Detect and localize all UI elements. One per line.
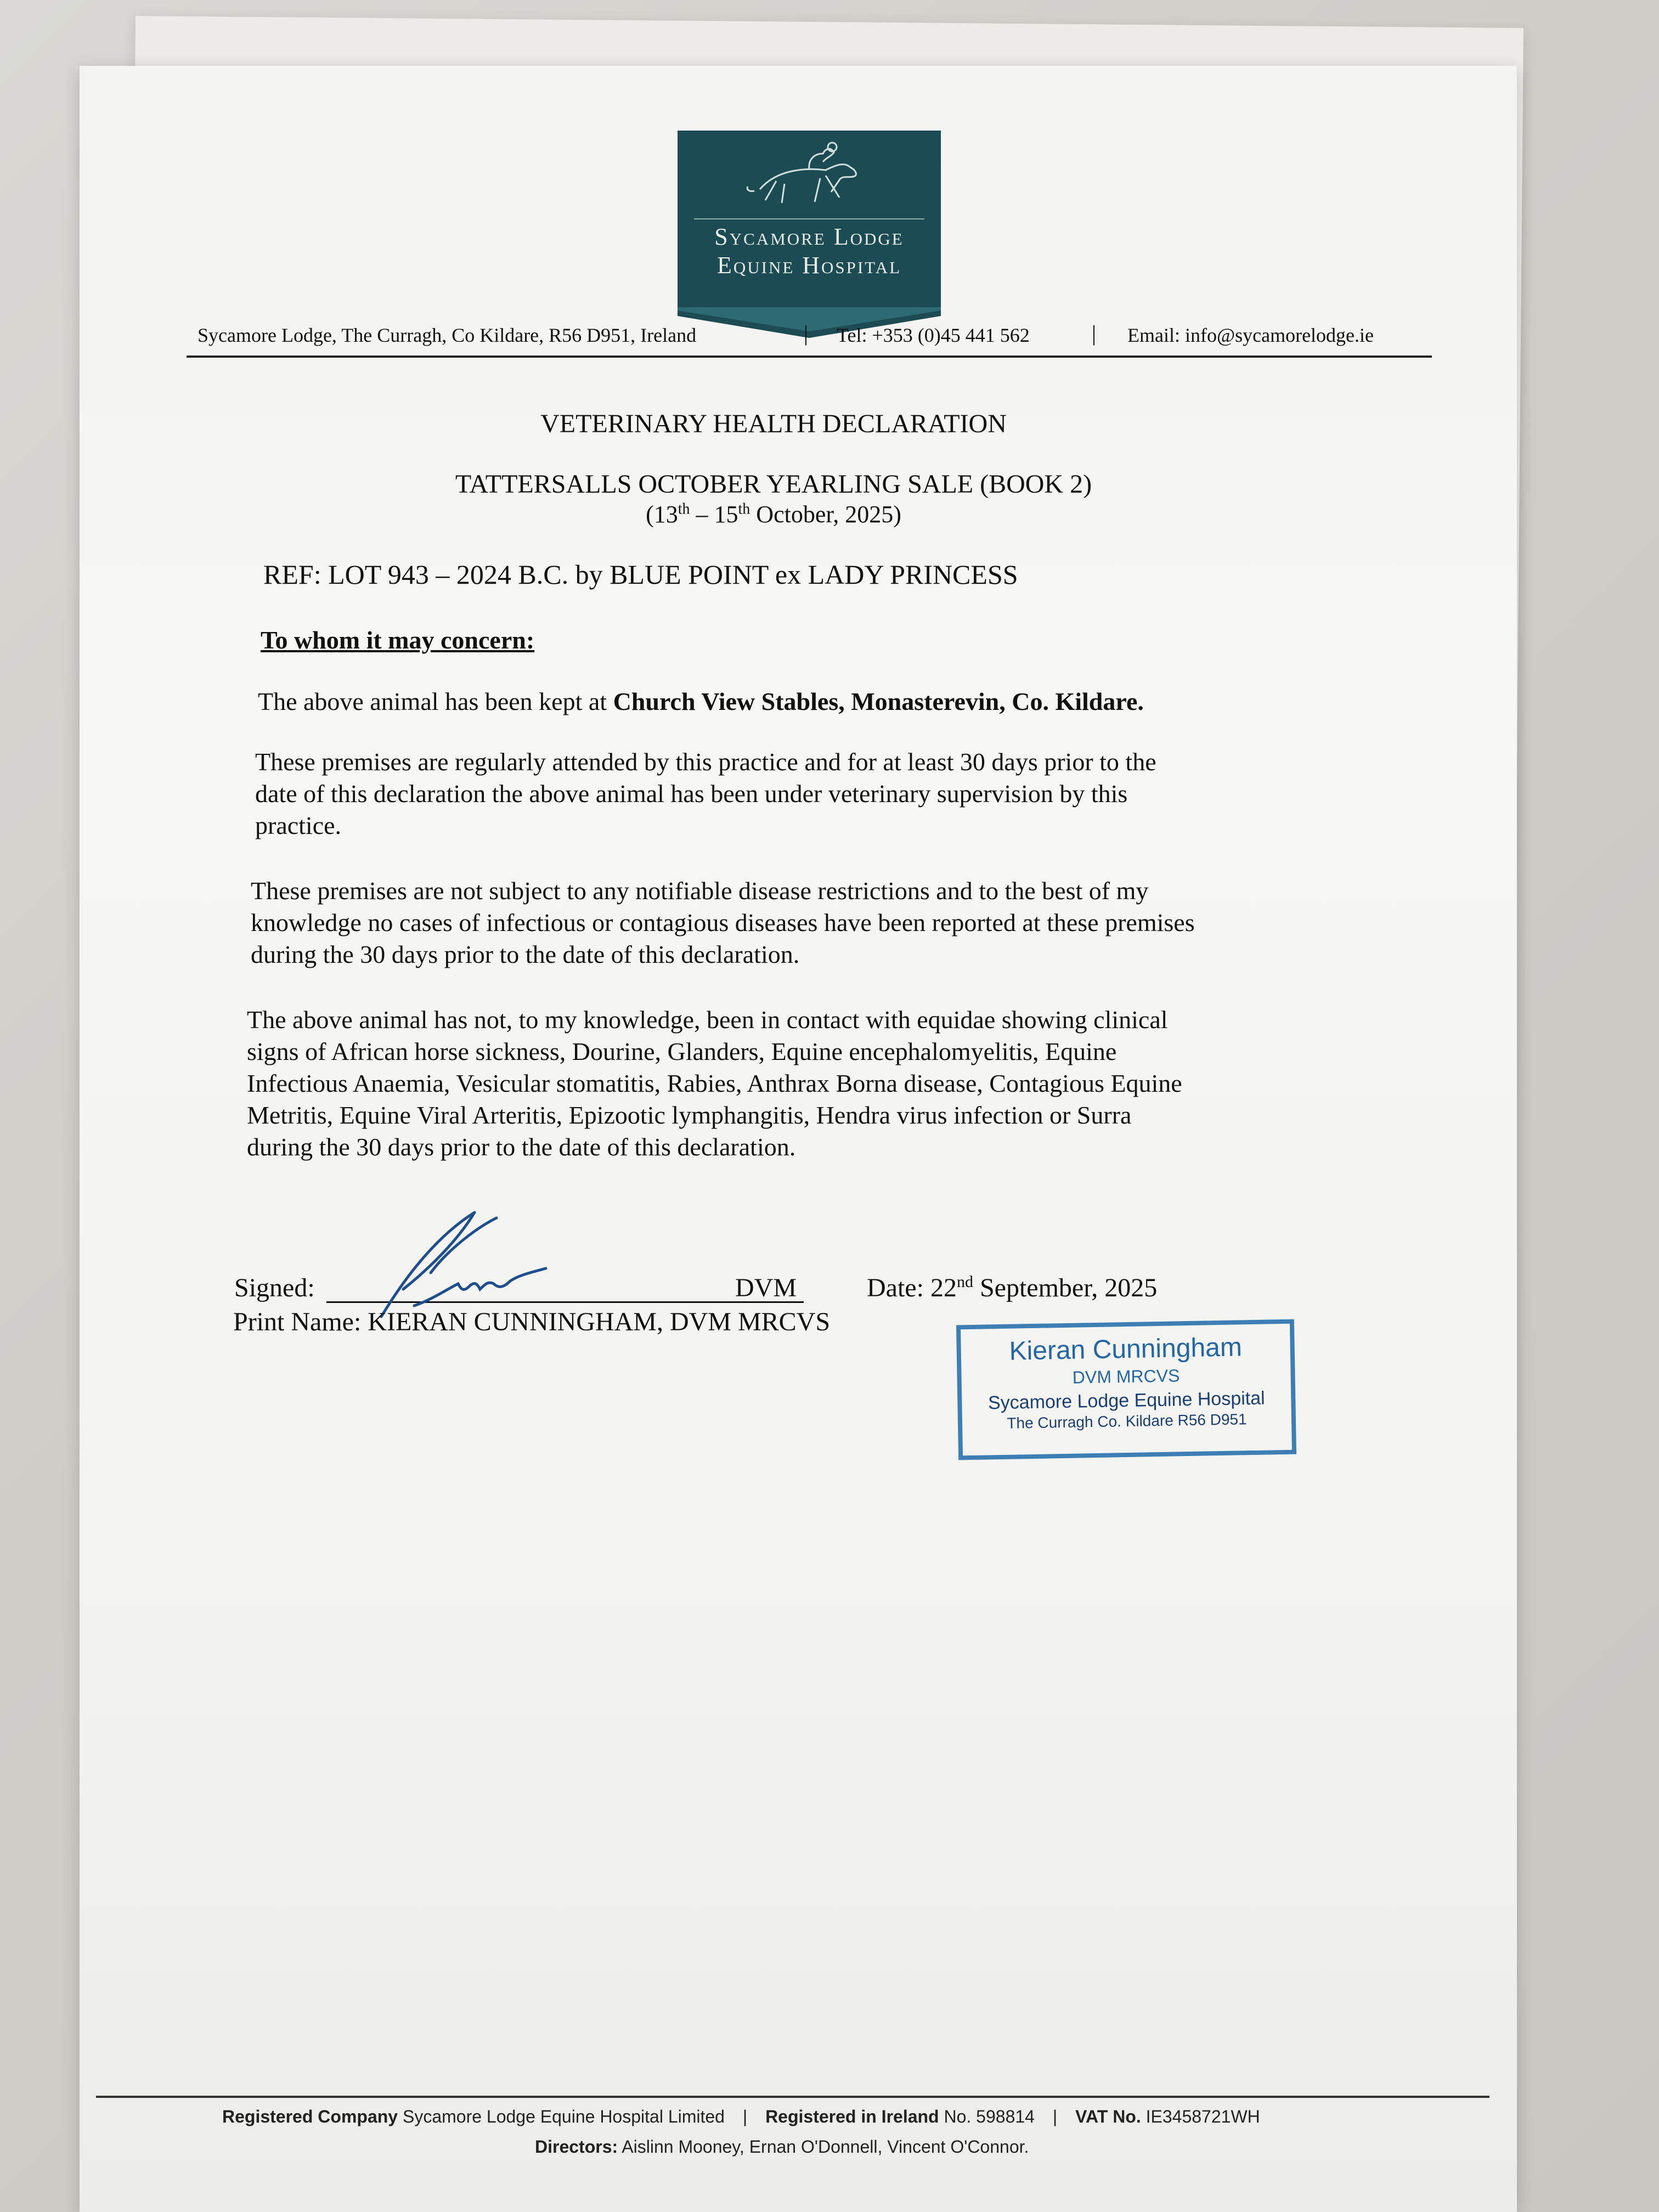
- hospital-logo: [678, 131, 941, 305]
- header-rule: [187, 356, 1432, 358]
- sale-title: TATTERSALLS OCTOBER YEARLING SALE (BOOK 2): [455, 470, 1092, 499]
- declaration-date: Date: 22nd September, 2025: [867, 1273, 1158, 1302]
- sale-dates: (13th – 15th October, 2025): [646, 500, 901, 528]
- jockey-horse-icon: [743, 137, 875, 208]
- logo-line-1: Sycamore Lodge: [714, 223, 904, 250]
- contact-paragraph: The above animal has not, to my knowledge, been in contact with equidae showing clinical signs of African horse sickness, Dourine, Glanders, Equine encephalomyelitis, Equine Infectious Anaemia, Vesicular stomatitis, Rabies, Anthrax Borna disease, Contagious Equine Metritis, Equine Viral Arteritis, Epizootic lymphangitis, Hendra virus infection or Surra during the 30 days prior to the date of this declaration.: [247, 1006, 1182, 1161]
- stamp-hospital: Sycamore Lodge Equine Hospital: [988, 1387, 1265, 1414]
- signed-label: Signed:: [234, 1273, 315, 1302]
- address-text: Sycamore Lodge, The Curragh, Co Kildare, R56 D951, Ireland: [198, 324, 697, 346]
- footer-rule: [96, 2096, 1489, 2098]
- stamp-qualifications: DVM MRCVS: [1072, 1365, 1180, 1387]
- email-text: Email: info@sycamorelodge.ie: [1127, 324, 1374, 346]
- phone-text: Tel: +353 (0)45 441 562: [837, 324, 1030, 346]
- print-name: Print Name: KIERAN CUNNINGHAM, DVM MRCVS: [233, 1307, 831, 1336]
- supervision-paragraph: These premises are regularly attended by this practice and for at least 30 days prior to the date of this declaration the above animal has been under veterinary supervision by this practice.: [255, 748, 1156, 839]
- stamp-name: Kieran Cunningham: [1009, 1333, 1243, 1366]
- footer-directors: Directors: Aislinn Mooney, Ernan O'Donnell, Vincent O'Connor.: [535, 2137, 1029, 2157]
- kept-at-statement: The above animal has been kept at Church View Stables, Monasterevin, Co. Kildare.: [258, 687, 1144, 715]
- restrictions-paragraph: These premises are not subject to any notifiable disease restrictions and to the best of my knowledge no cases of infectious or contagious diseases have been reported at these premises during the 30 days prior to the date of this declaration.: [251, 877, 1195, 968]
- show-through: [244, 669, 251, 701]
- lot-reference: REF: LOT 943 – 2024 B.C. by BLUE POINT ex LADY PRINCESS: [263, 559, 1018, 590]
- document-heading: VETERINARY HEALTH DECLARATION: [540, 409, 1007, 438]
- signed-title: DVM: [735, 1273, 797, 1302]
- stable-location: Church View Stables, Monasterevin, Co. Kildare.: [613, 687, 1144, 715]
- stamp-address: The Curragh Co. Kildare R56 D951: [1007, 1410, 1247, 1432]
- header-separator: |: [804, 321, 809, 346]
- vet-stamp: [956, 1319, 1296, 1460]
- logo-line-2: Equine Hospital: [716, 252, 902, 279]
- header-separator: |: [1092, 321, 1097, 346]
- logo-rule: [694, 218, 924, 219]
- footer-registration: Registered Company Sycamore Lodge Equine Hospital Limited | Registered in Ireland No. 598814 | VAT No. IE3458721WH: [222, 2107, 1260, 2126]
- declaration-page: [80, 66, 1517, 2212]
- salutation: To whom it may concern:: [261, 626, 535, 654]
